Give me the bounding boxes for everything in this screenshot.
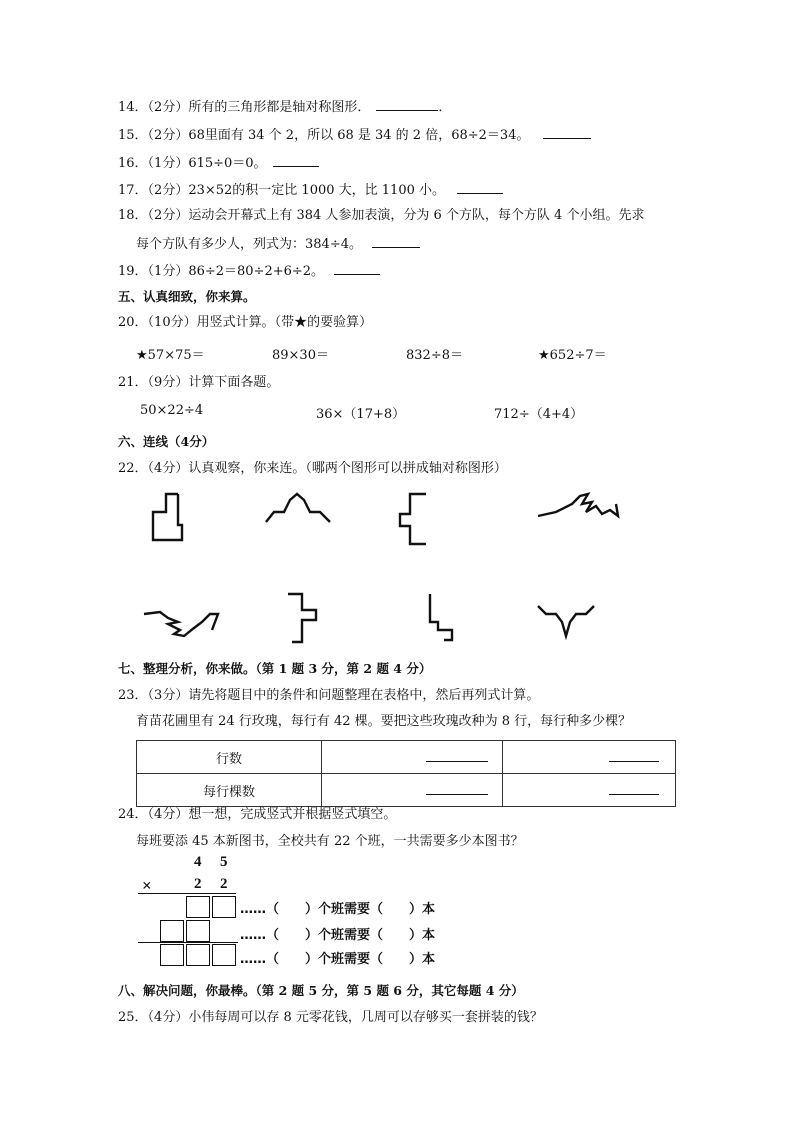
digit: 2 bbox=[220, 876, 228, 892]
answer-blank[interactable] bbox=[273, 152, 319, 167]
digit: 4 bbox=[194, 854, 202, 870]
answer-blank[interactable] bbox=[334, 260, 380, 275]
table-cell-label: 每行棵数 bbox=[137, 774, 322, 807]
rule-line bbox=[138, 942, 238, 943]
answer-box[interactable] bbox=[212, 896, 236, 918]
question-24-text: 每班要添 45 本新图书，全校共有 22 个班，一共需要多少本图书？ bbox=[136, 834, 524, 849]
answer-box[interactable] bbox=[160, 944, 184, 966]
answer-blank[interactable] bbox=[372, 233, 420, 248]
section-8-title: 八、解决问题，你最棒。（第 2 题 5 分，第 5 题 6 分，其它每题 4 分） bbox=[118, 983, 524, 998]
rule-line bbox=[138, 893, 236, 894]
question-18: 18．（2分）运动会开幕式上有 384 人参加表演，分为 6 个方队，每个方队 4 个小组。先求 bbox=[118, 208, 645, 223]
shape-half-d bbox=[538, 494, 618, 516]
question-23-text: 育苗花圃里有 24 行玫瑰，每行有 42 棵。要把这些玫瑰改种为 8 行，每行种多少棵？ bbox=[136, 714, 632, 729]
question-23: 23．（3分）请先将题目中的条件和问题整理在表格中，然后再列式计算。 bbox=[118, 688, 540, 703]
question-20: 20．（10分）用竖式计算。（带★的要验算） bbox=[118, 315, 373, 330]
calc-item: ★652÷7＝ bbox=[538, 348, 607, 363]
table-cell-blank[interactable] bbox=[503, 774, 676, 807]
section-7-title: 七、整理分析，你来做。（第 1 题 3 分，第 2 题 4 分） bbox=[118, 661, 432, 676]
answer-box[interactable] bbox=[186, 896, 210, 918]
digit: 5 bbox=[220, 854, 228, 870]
calc-item: ★57×75＝ bbox=[136, 348, 205, 363]
shape-half-a bbox=[153, 494, 182, 540]
question-18-cont: 每个方队有多少人，列式为：384÷4。 bbox=[136, 233, 420, 255]
symmetry-shapes-figure bbox=[132, 482, 628, 654]
section-6-title: 六、连线（4分） bbox=[118, 434, 215, 449]
table-row bbox=[137, 774, 676, 807]
answer-box[interactable] bbox=[186, 920, 210, 942]
calc-item: 36×（17+8） bbox=[316, 407, 406, 422]
answer-box[interactable] bbox=[186, 944, 210, 966]
question-19: 19．（1分）86÷2＝80÷2+6÷2。 bbox=[118, 260, 380, 282]
question-16: 16．（1分）615÷0＝0。 bbox=[118, 152, 319, 174]
row-text: ……（ ）个班需要（ ）本 bbox=[240, 952, 436, 967]
question-17: 17．（2分）23×52的积一定比 1000 大，比 1100 小。 bbox=[118, 179, 503, 201]
table-cell-blank[interactable] bbox=[322, 741, 503, 774]
question-24: 24．（4分）想一想，完成竖式并根据竖式填空。 bbox=[118, 807, 397, 822]
question-14: 14．（2分）所有的三角形都是轴对称图形． ． bbox=[118, 96, 451, 118]
answer-blank[interactable] bbox=[543, 124, 591, 139]
shape-half-h bbox=[538, 606, 594, 636]
table-row bbox=[137, 741, 676, 774]
calc-item: 712÷（4+4） bbox=[494, 407, 584, 422]
answer-blank[interactable] bbox=[457, 179, 503, 194]
shape-half-b bbox=[266, 494, 330, 522]
shape-half-c bbox=[400, 494, 426, 544]
table-cell-label: 行数 bbox=[137, 741, 322, 774]
answer-blank[interactable] bbox=[376, 96, 438, 111]
calc-item: 89×30＝ bbox=[272, 348, 329, 363]
row-text: ……（ ）个班需要（ ）本 bbox=[240, 928, 436, 943]
section-5-title: 五、认真细致，你来算。 bbox=[118, 289, 256, 304]
question-15: 15．（2分）68里面有 34 个 2，所以 68 是 34 的 2 倍，68÷2＝34。 bbox=[118, 124, 591, 146]
organize-table bbox=[136, 740, 676, 807]
vertical-multiplication bbox=[136, 852, 496, 972]
calc-item: 832÷8＝ bbox=[406, 348, 463, 363]
table-cell-blank[interactable] bbox=[503, 741, 676, 774]
answer-box[interactable] bbox=[212, 944, 236, 966]
question-21: 21．（9分）计算下面各题。 bbox=[118, 375, 280, 390]
question-25: 25．（4分）小伟每周可以存 8 元零花钱，几周可以存够买一套拼装的钱？ bbox=[118, 1010, 543, 1025]
table-cell-blank[interactable] bbox=[322, 774, 503, 807]
digit: 2 bbox=[194, 876, 202, 892]
calc-item: 50×22÷4 bbox=[140, 403, 204, 418]
shape-half-e bbox=[144, 612, 218, 636]
answer-box[interactable] bbox=[160, 920, 184, 942]
shape-half-g bbox=[430, 594, 452, 640]
times-sign: × bbox=[142, 876, 152, 895]
row-text: ……（ ）个班需要（ ）本 bbox=[240, 902, 436, 917]
question-22: 22．（4分）认真观察，你来连。（哪两个图形可以拼成轴对称图形） bbox=[118, 461, 507, 476]
shape-half-f bbox=[288, 594, 316, 642]
